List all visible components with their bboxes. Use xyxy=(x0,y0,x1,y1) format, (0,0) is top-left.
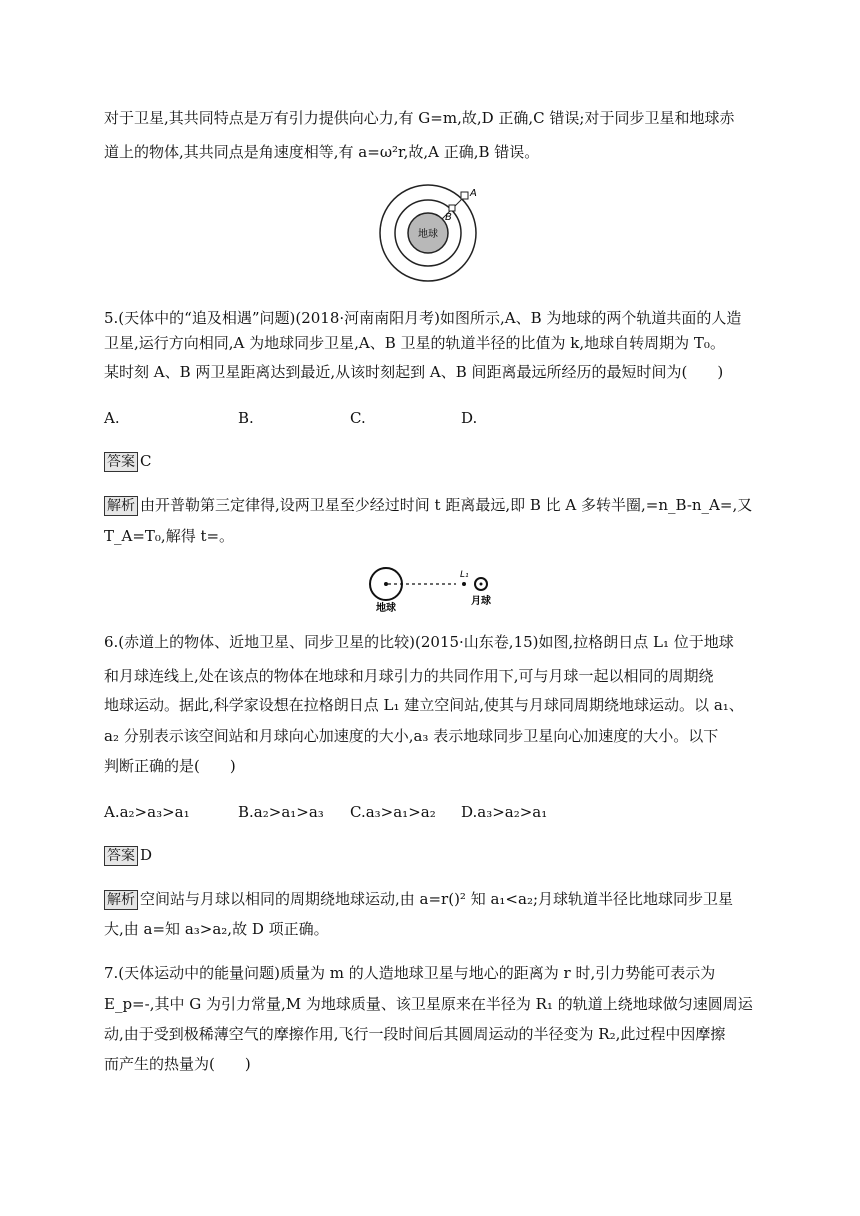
text-line: 道上的物体,其共同点是角速度相等,有 a=ω²r,故,A 正确,B 错误。 xyxy=(104,143,540,161)
answer-tag: 答案 xyxy=(104,452,138,472)
label-b: B xyxy=(445,212,452,223)
analysis-line: 大,由 a=知 a₃>a₂,故 D 项正确。 xyxy=(104,920,329,938)
analysis-line xyxy=(104,495,752,516)
answer-tag: 答案 xyxy=(104,846,138,866)
answer-value: D xyxy=(140,846,153,864)
moon-label: 月球 xyxy=(471,596,491,607)
option-b: B. xyxy=(238,409,254,427)
question-5-line: 5.(天体中的“追及相遇”问题)(2018·河南南阳月考)如图所示,A、B 为地球的两个轨道共面的人造 xyxy=(104,309,742,327)
satellite-b xyxy=(449,205,455,211)
question-5-line: 某时刻 A、B 两卫星距离达到最近,从该时刻起到 A、B 间距离最远所经历的最短时间为( ) xyxy=(104,363,724,381)
analysis-line: T_A=T₀,解得 t=。 xyxy=(104,527,235,545)
answer-value: C xyxy=(140,452,152,470)
question-6-line: 6.(赤道上的物体、近地卫星、同步卫星的比较)(2015·山东卷,15)如图,拉格朗日点 L₁ 位于地球 xyxy=(104,633,734,651)
option-c: C. xyxy=(350,409,366,427)
option-d: D.a₃>a₂>a₁ xyxy=(461,803,548,821)
answer-line xyxy=(104,845,152,866)
question-7-line: 动,由于受到极稀薄空气的摩擦作用,飞行一段时间后其圆周运动的半径变为 R₂,此过程中因摩擦 xyxy=(104,1025,726,1043)
earth-moon-figure xyxy=(362,562,502,614)
orbit-figure xyxy=(375,183,485,285)
option-a: A. xyxy=(104,409,120,427)
text-line: 对于卫星,其共同特点是万有引力提供向心力,有 G=m,故,D 正确,C 错误;对于同步卫星和地球赤 xyxy=(104,109,735,127)
analysis-tag: 解析 xyxy=(104,496,138,516)
question-7-line: 而产生的热量为( ) xyxy=(104,1055,251,1073)
question-5-line: 卫星,运行方向相同,A 为地球同步卫星,A、B 卫星的轨道半径的比值为 k,地球自转周期为 T₀。 xyxy=(104,334,725,352)
option-b: B.a₂>a₁>a₃ xyxy=(238,803,324,821)
answer-line xyxy=(104,451,151,472)
lagrange-point xyxy=(462,582,466,586)
analysis-tag: 解析 xyxy=(104,890,138,910)
question-6-line: a₂ 分别表示该空间站和月球向心加速度的大小,a₃ 表示地球同步卫星向心加速度的大小。以下 xyxy=(104,727,719,745)
satellite-a xyxy=(461,192,468,199)
earth-label: 地球 xyxy=(418,229,438,240)
question-7-line: 7.(天体运动中的能量问题)质量为 m 的人造地球卫星与地心的距离为 r 时,引力势能可表示为 xyxy=(104,964,716,982)
option-c: C.a₃>a₁>a₂ xyxy=(350,803,436,821)
earth-label: 地球 xyxy=(376,603,396,614)
question-7-line: E_p=-,其中 G 为引力常量,M 为地球质量、该卫星原来在半径为 R₁ 的轨道上绕地球做匀速圆周运 xyxy=(104,995,753,1013)
analysis-text: 空间站与月球以相同的周期绕地球运动,由 a=r()² 知 a₁<a₂;月球轨道半径比地球同步卫星 xyxy=(140,890,734,908)
question-6-line: 和月球连线上,处在该点的物体在地球和月球引力的共同作用下,可与月球一起以相同的周期绕 xyxy=(104,667,714,685)
option-a: A.a₂>a₃>a₁ xyxy=(104,803,190,821)
question-6-line: 地球运动。据此,科学家设想在拉格朗日点 L₁ 建立空间站,使其与月球同周期绕地球运动。以 a₁、 xyxy=(104,696,744,714)
analysis-text: 由开普勒第三定律得,设两卫星至少经过时间 t 距离最远,即 B 比 A 多转半圈,=n_B-n_A=,又 xyxy=(140,496,753,514)
option-d: D. xyxy=(461,409,478,427)
analysis-line xyxy=(104,889,733,910)
label-a: A xyxy=(470,188,477,199)
question-6-line: 判断正确的是( ) xyxy=(104,757,236,775)
point-label: L₁ xyxy=(460,570,469,580)
